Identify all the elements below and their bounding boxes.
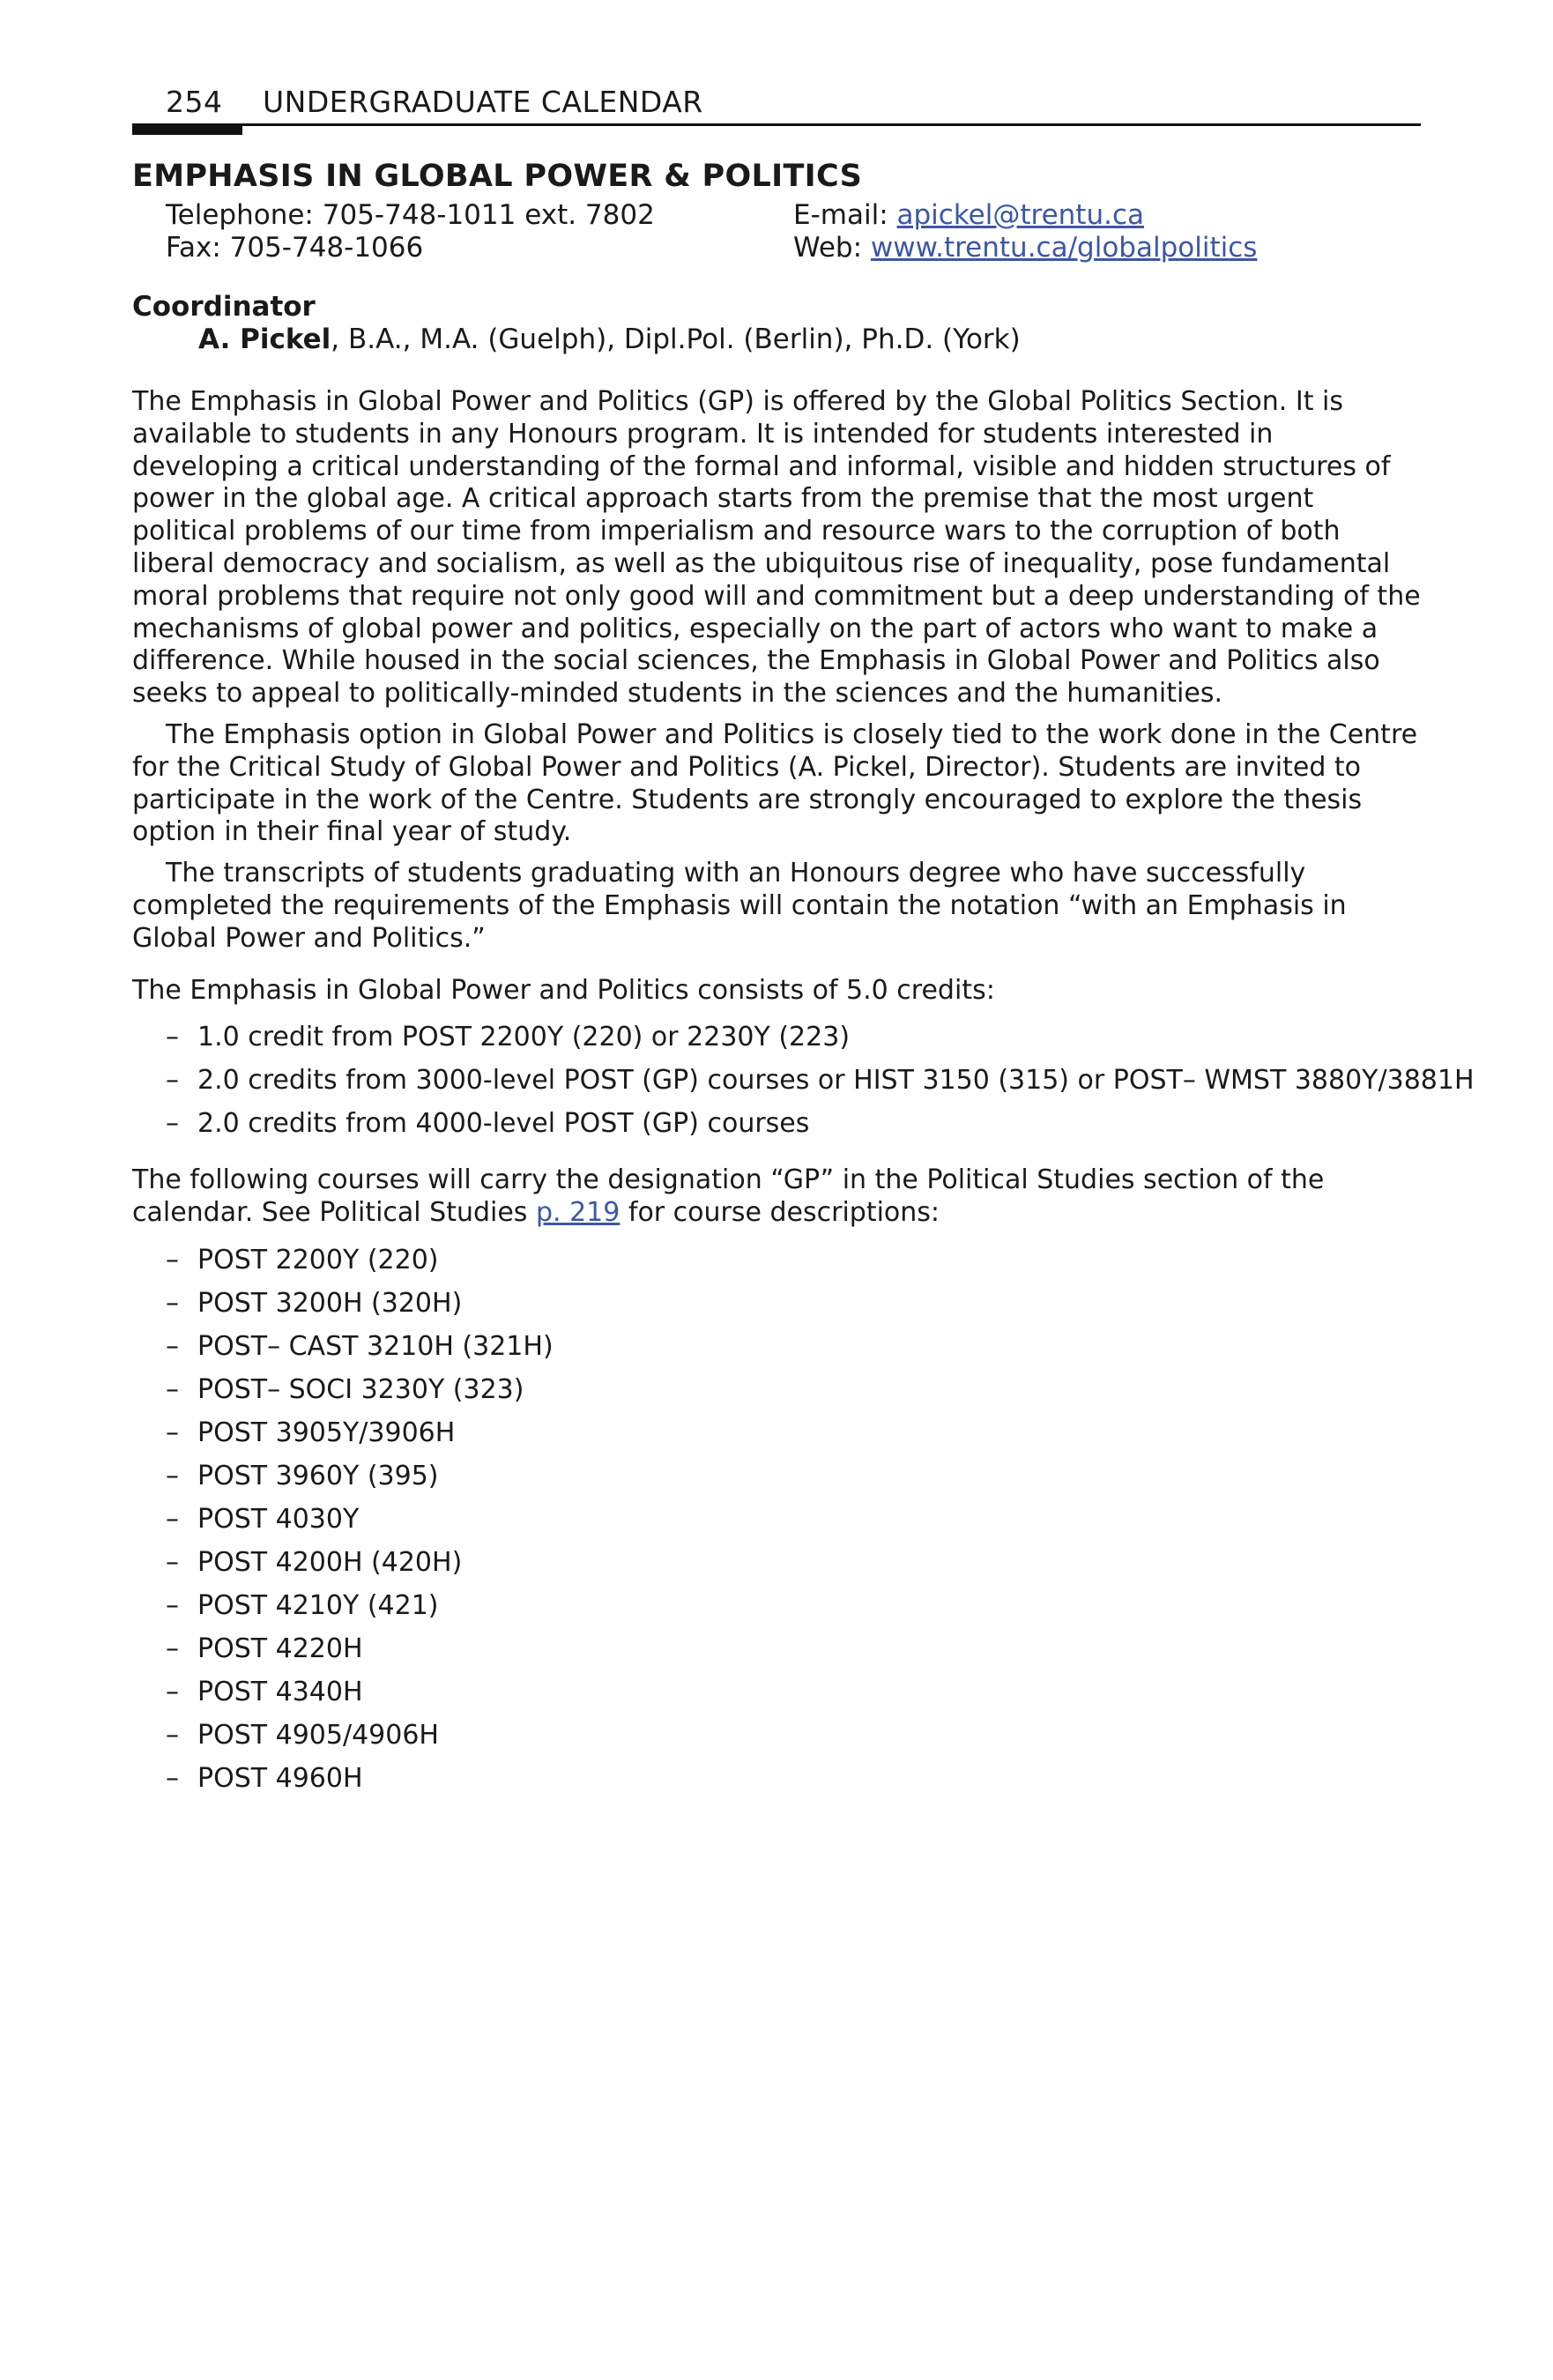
- list-item-text: 2.0 credits from 3000-level POST (GP) courses or HIST 3150 (315) or POST– WMST 3880Y/3881H: [197, 1065, 1475, 1097]
- email-line: [793, 199, 1428, 232]
- coordinator-heading: Coordinator: [132, 291, 316, 323]
- credit-requirements-list: [132, 1015, 1475, 1145]
- dash-marker: –: [166, 1589, 179, 1621]
- coordinator-credentials: , B.A., M.A. (Guelph), Dipl.Pol. (Berlin), Ph.D. (York): [331, 324, 1021, 355]
- list-item-text: POST 3905Y/3906H: [197, 1417, 456, 1448]
- dash-marker: –: [166, 1065, 179, 1097]
- coordinator-block: [132, 291, 1421, 356]
- dash-marker: –: [166, 1546, 179, 1578]
- list-item: [132, 1541, 1421, 1584]
- list-item: [132, 1015, 1421, 1059]
- running-title: UNDERGRADUATE CALENDAR: [263, 85, 703, 119]
- courses-intro: [132, 1164, 1421, 1230]
- dash-marker: –: [166, 1022, 179, 1053]
- list-item: [132, 1454, 1421, 1498]
- dash-marker: –: [166, 1244, 179, 1276]
- list-item-text: POST 4905/4906H: [197, 1719, 439, 1751]
- coordinator-entry: [132, 324, 1421, 356]
- dash-marker: –: [166, 1373, 179, 1405]
- dash-marker: –: [166, 1503, 179, 1535]
- list-item-text: POST 4200H (420H): [197, 1546, 463, 1578]
- list-item: [132, 1102, 1421, 1145]
- dash-marker: –: [166, 1460, 179, 1491]
- email-label: E-mail:: [793, 199, 897, 231]
- list-item-text: POST 4220H: [197, 1633, 363, 1664]
- list-item-text: POST– SOCI 3230Y (323): [197, 1373, 524, 1405]
- gp-courses-list: [132, 1238, 1421, 1800]
- fax-line: Fax: 705-748-1066: [166, 232, 424, 264]
- contact-info: [166, 199, 1421, 271]
- section-title: EMPHASIS IN GLOBAL POWER & POLITICS: [132, 159, 863, 194]
- list-item: [132, 1368, 1421, 1411]
- dash-marker: –: [166, 1762, 179, 1794]
- page-reference-link[interactable]: p. 219: [535, 1197, 620, 1229]
- list-item-text: POST 4210Y (421): [197, 1589, 439, 1621]
- list-item: [132, 1714, 1421, 1757]
- list-item-text: POST 3200H (320H): [197, 1287, 463, 1319]
- intro-paragraph: The Emphasis in Global Power and Politics (GP) is offered by the Global Politics Section. It is available to students in any Honours program. It is intended for students interested in developing a critical understanding of the formal and informal, visible and hidden structures of power in the global age. A critical approach starts from the premise that the most urgent political problems of our time from imperialism and resource wars to the corruption of both liberal democracy and socialism, as well as the ubiquitous rise of inequality, pose fundamental moral problems that require not only good will and commitment but a deep understanding of the mechanisms of global power and politics, especially on the part of actors who want to make a difference. While housed in the social sciences, the Emphasis in Global Power and Politics also seeks to appeal to politically-minded students in the sciences and the humanities.: [132, 386, 1421, 710]
- list-item: [132, 1282, 1421, 1325]
- header-rule-accent: [132, 123, 242, 135]
- courses-intro-suffix: for course descriptions:: [620, 1197, 940, 1229]
- list-item: [132, 1059, 1475, 1102]
- centre-paragraph: The Emphasis option in Global Power and Politics is closely tied to the work done in the Centre for the Critical Study of Global Power and Politics (A. Pickel, Director). Students are invited to participate in the work of the Centre. Students are strongly encouraged to explore the thesis option in their final year of study.: [132, 718, 1418, 848]
- dash-marker: –: [166, 1330, 179, 1362]
- list-item: [132, 1670, 1421, 1714]
- list-item: [132, 1627, 1421, 1670]
- list-item-text: POST 2200Y (220): [197, 1244, 439, 1276]
- list-item-text: POST 4340H: [197, 1676, 363, 1707]
- list-item: [132, 1584, 1421, 1627]
- list-item-text: POST 3960Y (395): [197, 1460, 439, 1491]
- transcripts-paragraph: The transcripts of students graduating with an Honours degree who have successfully completed the requirements of the Emphasis will contain the notation “with an Emphasis in Global Power and Politics.”: [132, 858, 1347, 954]
- contact-email-web: [793, 199, 1428, 264]
- web-line: [793, 232, 1428, 264]
- list-item-text: 2.0 credits from 4000-level POST (GP) courses: [197, 1108, 810, 1140]
- list-item-text: POST 4030Y: [197, 1503, 360, 1535]
- list-item: [132, 1498, 1421, 1541]
- web-label: Web:: [793, 232, 871, 264]
- dash-marker: –: [166, 1287, 179, 1319]
- list-item-text: 1.0 credit from POST 2200Y (220) or 2230Y (223): [197, 1022, 851, 1053]
- header-rule: [132, 123, 1421, 126]
- list-item-text: POST 4960H: [197, 1762, 363, 1794]
- courses-intro-text: The following courses will carry the designation “GP” in the Political Studies section of the calendar. See Political Studies: [132, 1164, 1325, 1229]
- dash-marker: –: [166, 1676, 179, 1707]
- contact-phone-fax: [166, 199, 783, 264]
- list-item: [132, 1757, 1421, 1800]
- list-item: [132, 1325, 1421, 1368]
- dash-marker: –: [166, 1633, 179, 1664]
- credits-intro: The Emphasis in Global Power and Politics consists of 5.0 credits:: [132, 974, 995, 1006]
- page-number: 254: [166, 85, 223, 119]
- list-item-text: POST– CAST 3210H (321H): [197, 1330, 554, 1362]
- telephone-line: Telephone: 705-748-1011 ext. 7802: [166, 199, 655, 231]
- list-item: [132, 1411, 1421, 1454]
- email-link[interactable]: apickel@trentu.ca: [896, 199, 1144, 231]
- dash-marker: –: [166, 1417, 179, 1448]
- web-link[interactable]: www.trentu.ca/globalpolitics: [870, 232, 1258, 264]
- list-item: [132, 1238, 1421, 1282]
- coordinator-name: A. Pickel: [198, 324, 331, 355]
- main-content: [132, 159, 1475, 1800]
- dash-marker: –: [166, 1108, 179, 1140]
- dash-marker: –: [166, 1719, 179, 1751]
- running-header: [132, 78, 1421, 130]
